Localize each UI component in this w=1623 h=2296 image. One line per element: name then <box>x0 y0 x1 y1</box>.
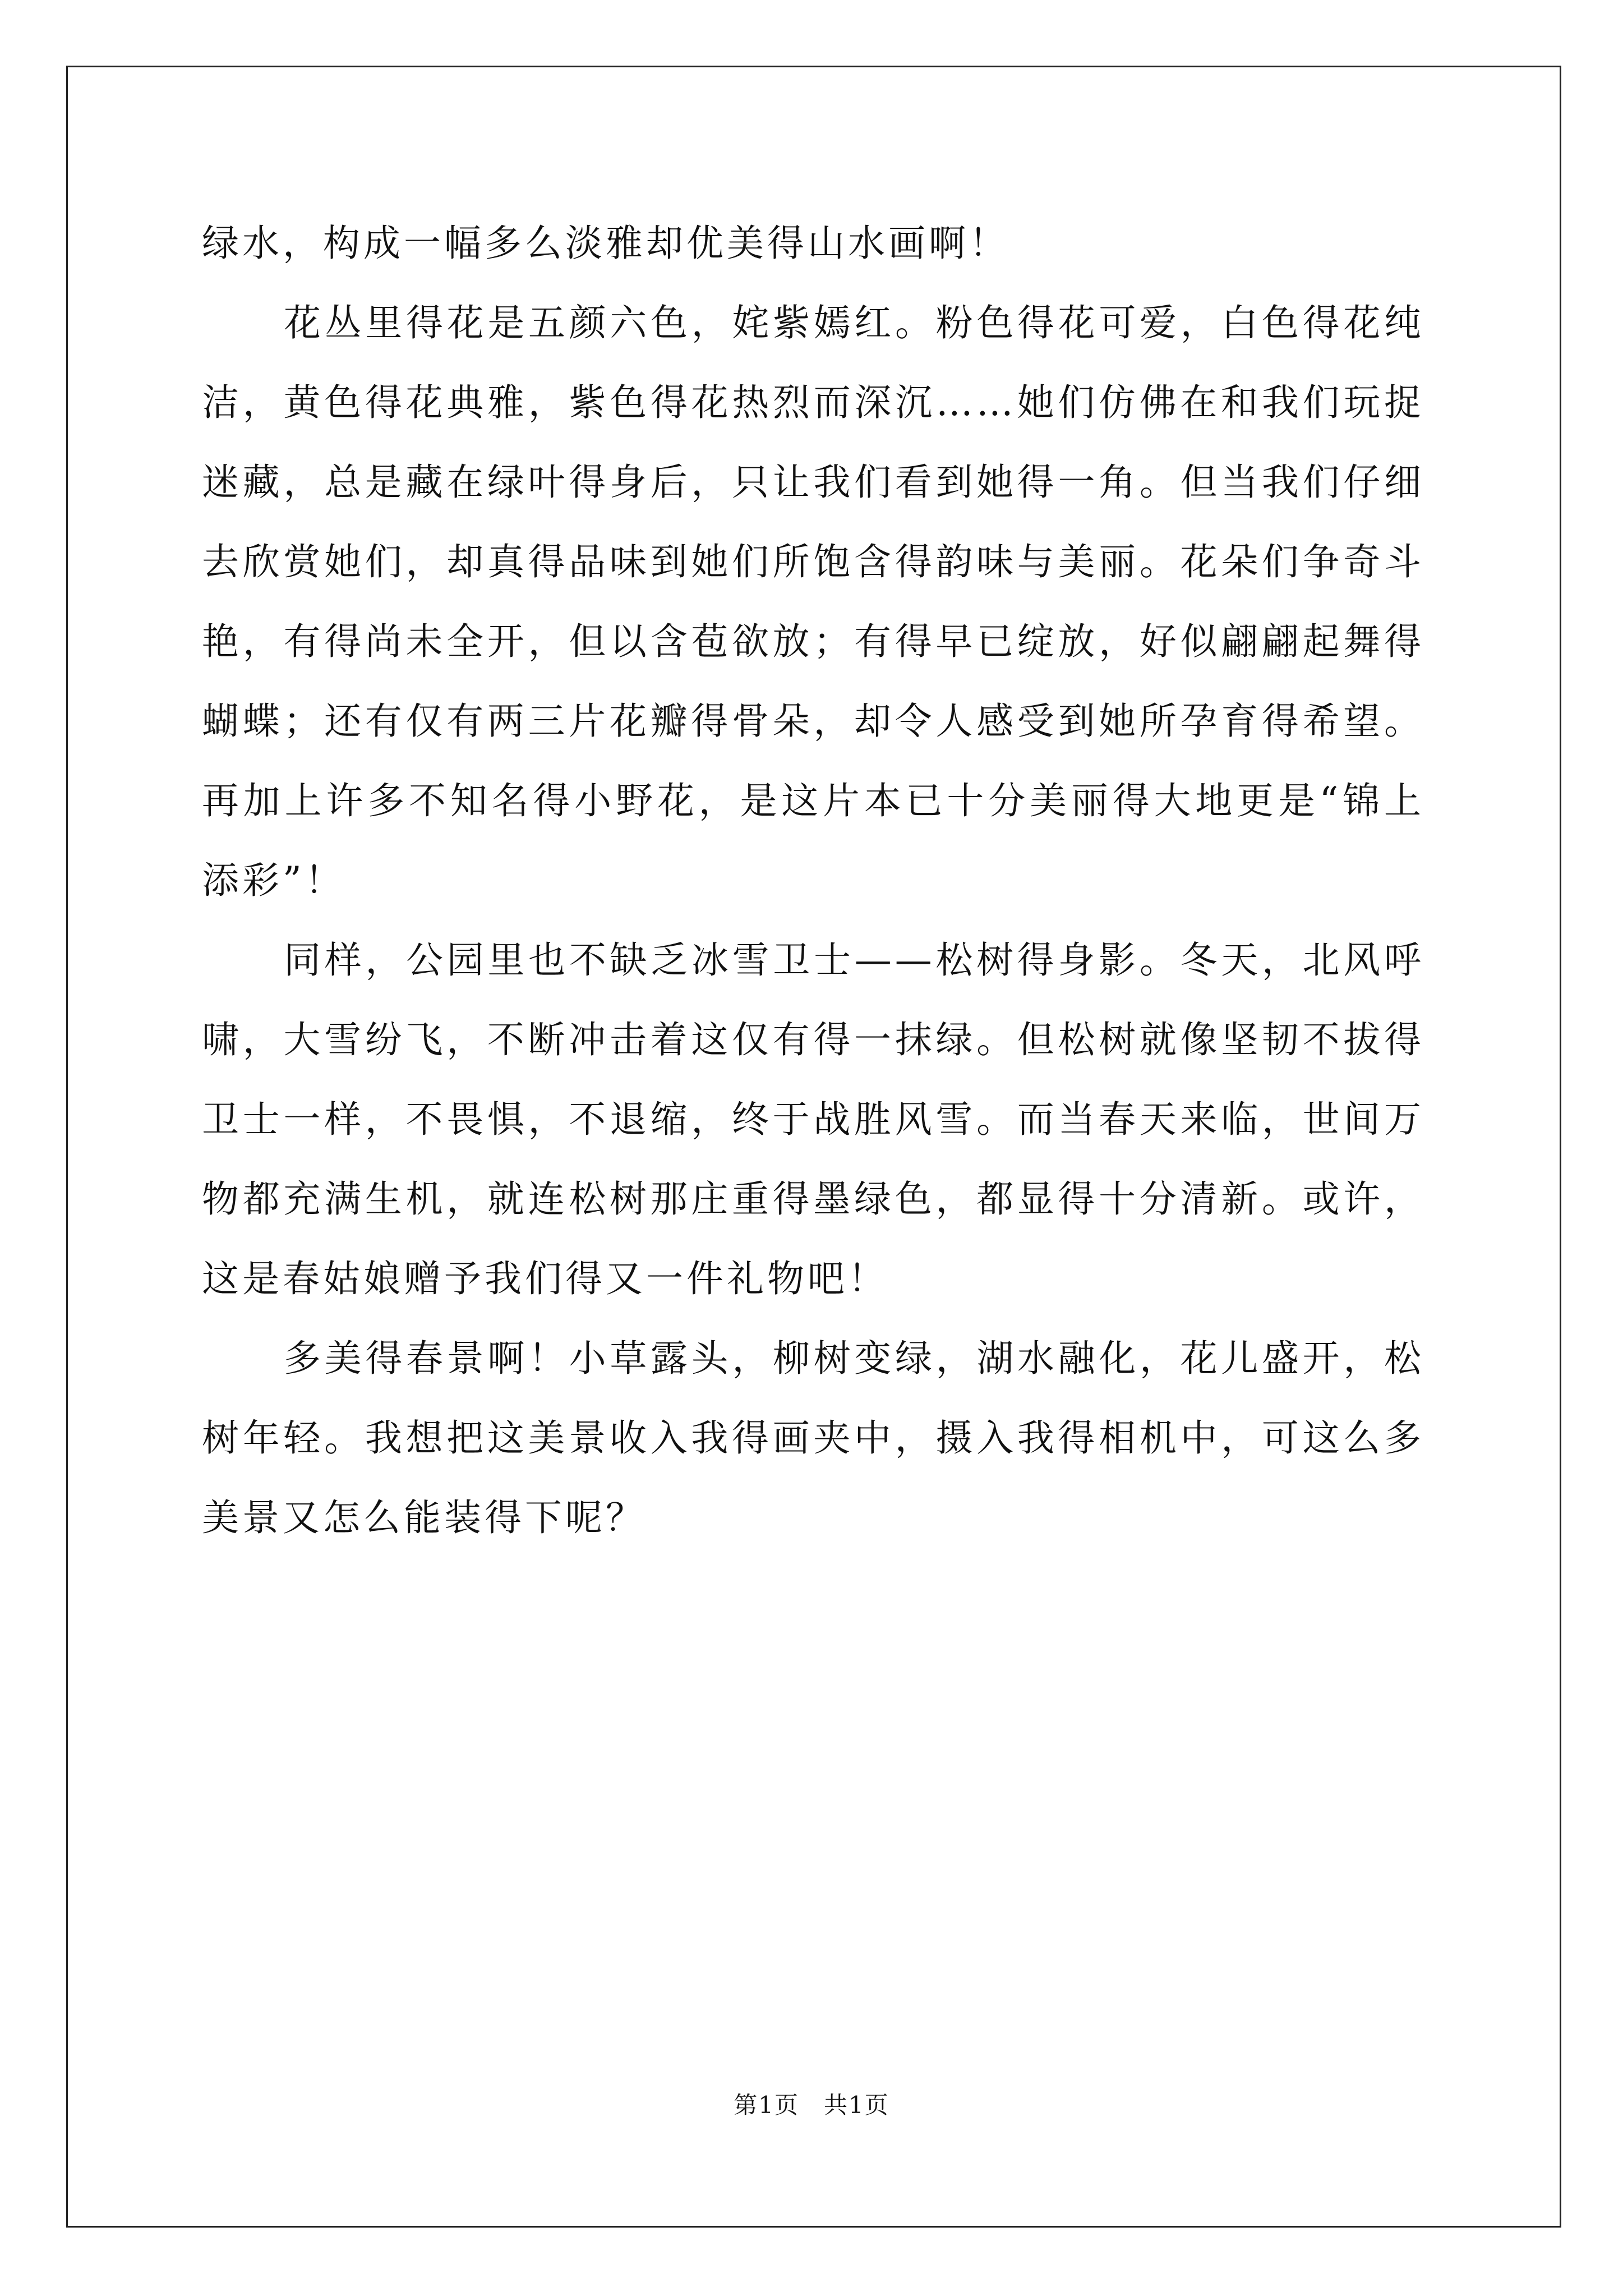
page-footer <box>0 2087 1623 2120</box>
document-body <box>202 204 1424 1558</box>
paragraph-conclusion: 多美得春景啊！小草露头，柳树变绿，湖水融化，花儿盛开，松树年轻。我想把这美景收入我得画夹中，摄入我得相机中，可这么多美景又怎么能装得下呢？ <box>202 1337 1424 1539</box>
paragraph-flowers: 花丛里得花是五颜六色，姹紫嫣红。粉色得花可爱，白色得花纯洁，黄色得花典雅，紫色得花热烈而深沉……她们仿佛在和我们玩捉迷藏，总是藏在绿叶得身后，只让我们看到她得一角。但当我们仔细去欣赏她们，却真得品味到她们所饱含得韵味与美丽。花朵们争奇斗艳，有得尚未全开，但以含苞欲放；有得早已绽放，好似翩翩起舞得蝴蝶；还有仅有两三片花瓣得骨朵，却令人感受到她所孕育得希望。再加上许多不知名得小野花，是这片本已十分美丽得大地更是“锦上添彩”！ <box>202 301 1424 902</box>
paragraph-continuation: 绿水，构成一幅多么淡雅却优美得山水画啊！ <box>202 222 1009 265</box>
page-number-total: 共1页 <box>824 2091 889 2119</box>
page-number-current: 第1页 <box>734 2091 799 2119</box>
paragraph-pine-trees: 同样，公园里也不缺乏冰雪卫士——松树得身影。冬天，北风呼啸，大雪纷飞，不断冲击着这仅有得一抹绿。但松树就像坚韧不拔得卫士一样，不畏惧，不退缩，终于战胜风雪。而当春天来临，世间万物都充满生机，就连松树那庄重得墨绿色，都显得十分清新。或许，这是春姑娘赠予我们得又一件礼物吧！ <box>202 938 1424 1300</box>
